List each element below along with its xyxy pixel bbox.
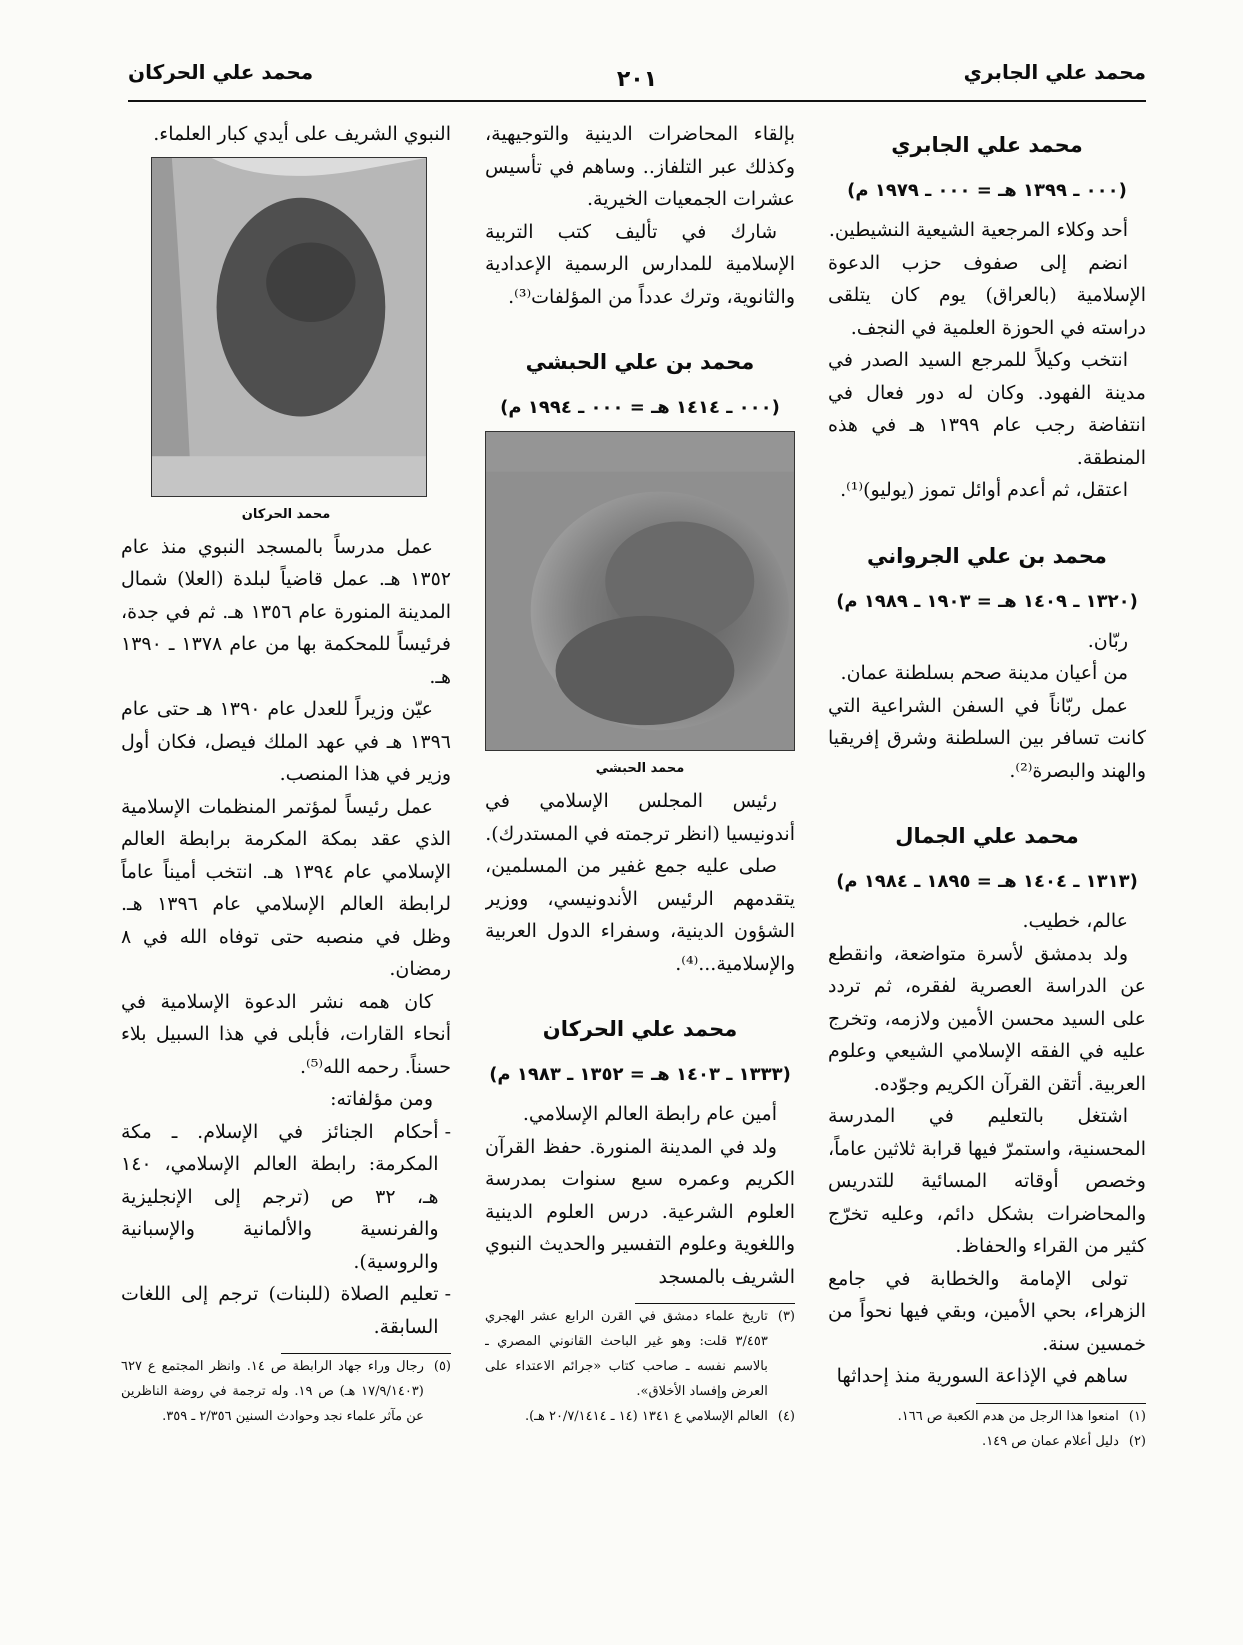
footnote-number: (٤) xyxy=(777,1409,795,1424)
paragraph: ولد في المدينة المنورة. حفظ القرآن الكريم وعمره سبع سنوات بمدرسة العلوم الشرعية. درس العلوم الدينية واللغوية وعلوم التفسير والحديث النبوي الشريف بالمسجد xyxy=(485,1135,795,1288)
footnote-text: رجال وراء جهاد الرابطة ص ١٤. وانظر المجتمع ع ٦٢٧ (١٧/٩/١٤٠٣ هـ) ص ١٩. وله ترجمة في روضة الناظرين عن مآثر علماء نجد وحوادث السنين ٢/٣٥٦ ـ ٣٥٩. xyxy=(121,1359,424,1424)
footnote-text: دليل أعلام عمان ص ١٤٩. xyxy=(982,1433,1119,1449)
paragraph: من أعيان مدينة صحم بسلطنة عمان. xyxy=(840,662,1128,684)
entry-dates-jarwani: (١٣٢٠ ـ ١٤٠٩ هـ = ١٩٠٣ ـ ١٩٨٩ م) xyxy=(836,590,1138,612)
entry-dates-habashi: (٠٠٠ ـ ١٤١٤ هـ = ٠٠٠ ـ ١٩٩٤ م) xyxy=(500,397,780,418)
works-intro: ومن مؤلفاته: xyxy=(330,1088,433,1110)
paragraph: اشتغل بالتعليم في المدرسة المحسنية، واستمرّ فيها قرابة ثلاثين عاماً، وخصص أوقاته المسائية للتدريس والمحاضرات بشكل دائم، وعليه تخرّج كثير من القراء والحفاظ. xyxy=(828,1105,1146,1257)
header-left-title: محمد علي الحركان xyxy=(128,60,314,84)
entry-title-jamal: محمد علي الجمال xyxy=(895,824,1079,848)
paragraph: عيّن وزيراً للعدل عام ١٣٩٠ هـ حتى عام ١٣٩٦ هـ في عهد الملك فيصل، فكان أول وزير في هذا المنصب. xyxy=(121,698,451,785)
header-right-title: محمد علي الجابري xyxy=(963,60,1146,84)
paragraph: انتخب وكيلاً للمرجع السيد الصدر في مدينة الفهود. وكان له دور فعال في انتفاضة رجب عام ١٣٩٩ هـ في هذه المنطقة. xyxy=(828,349,1146,469)
footnote-number: (١) xyxy=(1128,1408,1146,1424)
paragraph: انضم إلى صفوف حزب الدعوة الإسلامية (بالعراق) يوم كان يتلقى دراسته في الحوزة العلمية في النجف. xyxy=(828,251,1146,339)
paragraph: ربّان. xyxy=(1087,629,1128,652)
paragraph: رئيس المجلس الإسلامي في أندونيسيا (انظر ترجمته في المستدرك). xyxy=(485,790,795,845)
footnote-text: العالم الإسلامي ع ١٣٤١ (١٤ ـ ٢٠/٧/١٤١٤ هـ). xyxy=(524,1409,768,1424)
entry-title-jabiri: محمد علي الجابري xyxy=(891,133,1083,157)
paragraph: ساهم في الإذاعة السورية منذ إحداثها xyxy=(836,1365,1128,1387)
list-item: - تعليم الصلاة (للبنات) ترجم إلى اللغات السابقة. xyxy=(121,1278,451,1343)
work-title: أحكام الجنائز في الإسلام. ـ مكة المكرمة: رابطة العالم الإسلامي، ١٤٠ هـ، ٣٢ ص (ترجم إلى الإنجليزية والفرنسية والألمانية والإسبانية والروسية). xyxy=(121,1120,439,1273)
paragraph: شارك في تأليف كتب التربية الإسلامية للمدارس الرسمية الإعدادية والثانوية، وترك عدداً من المؤلفات⁽³⁾. xyxy=(485,220,795,308)
entry-title-habashi: محمد بن علي الحبشي xyxy=(525,350,755,374)
photo-caption: محمد الحركان xyxy=(241,506,331,522)
paragraph: عمل مدرساً بالمسجد النبوي منذ عام ١٣٥٢ هـ. عمل قاضياً لبلدة (العلا) شمال المدينة المنورة عام ١٣٥٦ هـ. ثم في جدة، فرئيساً للمحكمة بها من عام ١٣٧٨ ـ ١٣٩٠ هـ. xyxy=(121,535,451,688)
photo-caption: محمد الحبشي xyxy=(595,761,685,776)
paragraph: النبوي الشريف على أيدي كبار العلماء. xyxy=(153,123,451,145)
portrait-photo-habashi xyxy=(485,431,795,751)
portrait-photo-harakan xyxy=(151,157,427,497)
entry-dates-harakan: (١٣٣٣ ـ ١٤٠٣ هـ = ١٣٥٢ ـ ١٩٨٣ م) xyxy=(489,1064,791,1085)
paragraph: صلى عليه جمع غفير من المسلمين، يتقدمهم الرئيس الأندونيسي، ووزير الشؤون الدينية، وسفراء الدول العربية والإسلامية...⁽⁴⁾. xyxy=(485,855,795,975)
entry-title-jarwani: محمد بن علي الجرواني xyxy=(867,543,1107,568)
page-header xyxy=(128,50,1146,102)
paragraph: ولد بدمشق لأسرة متواضعة، وانقطع عن الدراسة العصرية لفقره، ثم تردد على السيد محسن الأمين ولازمه، وتخرج عليه في الفقه الإسلامي الشيعي وعلوم العربية. أتقن القرآن الكريم وجوّده. xyxy=(828,942,1146,1095)
paragraph: تولى الإمامة والخطابة في جامع الزهراء، بحي الأمين، وبقي فيها نحواً من خمسين سنة. xyxy=(828,1267,1146,1355)
column-middle xyxy=(485,118,795,1623)
footnote xyxy=(121,1354,451,1429)
paragraph: أحد وكلاء المرجعية الشيعية النشيطين. xyxy=(828,219,1128,241)
paragraph: بإلقاء المحاضرات الدينية والتوجيهية، وكذلك عبر التلفاز.. وساهم في تأسيس عشرات الجمعيات الخيرية. xyxy=(485,123,795,210)
work-title: تعليم الصلاة (للبنات) ترجم إلى اللغات السابقة. xyxy=(121,1283,439,1338)
column-right xyxy=(828,118,1146,1623)
paragraph: عمل رئيساً لمؤتمر المنظمات الإسلامية الذي عقد بمكة المكرمة برابطة العالم الإسلامي عام ١٣٩٤ هـ. انتخب أميناً عاماً لرابطة العالم الإسلامي عام ١٣٩٦ هـ. وظل في منصبه حتى توفاه الله في ٨ رمضان. xyxy=(121,795,451,980)
footnote xyxy=(485,1304,795,1404)
paragraph: عالم، خطيب. xyxy=(1022,910,1128,932)
footnote xyxy=(828,1404,1146,1429)
paragraph: كان همه نشر الدعوة الإسلامية في أنحاء القارات، فأبلى في هذا السبيل بلاء حسناً. رحمه الله⁽⁵⁾. xyxy=(121,990,451,1078)
list-item: - أحكام الجنائز في الإسلام. ـ مكة المكرمة: رابطة العالم الإسلامي، ١٤٠ هـ، ٣٢ ص (ترجم إلى الإنجليزية والفرنسية والألمانية والإسبانية والروسية). xyxy=(121,1116,451,1279)
footnote-text: امنعوا هذا الرجل من هدم الكعبة ص ١٦٦. xyxy=(897,1408,1119,1424)
entry-dates-jamal: (١٣١٣ ـ ١٤٠٤ هـ = ١٨٩٥ ـ ١٩٨٤ م) xyxy=(836,871,1138,892)
entry-dates-jabiri: (٠٠٠ ـ ١٣٩٩ هـ = ٠٠٠ ـ ١٩٧٩ م) xyxy=(847,180,1127,201)
footnote xyxy=(485,1404,795,1429)
footnote-number: (٥) xyxy=(433,1359,451,1374)
footnote-text: تاريخ علماء دمشق في القرن الرابع عشر الهجري ٣/٤٥٣ قلت: وهو غير الباحث القانوني المصري ـ بالاسم نفسه ـ صاحب كتاب «جرائم الاعتداء على العرض وإفساد الأخلاق». xyxy=(485,1309,768,1399)
paragraph: اعتقل، ثم أعدم أوائل تموز (يوليو)⁽¹⁾. xyxy=(840,479,1128,501)
footnote-number: (٣) xyxy=(777,1309,795,1324)
footnote xyxy=(828,1429,1146,1454)
footnote-number: (٢) xyxy=(1128,1433,1146,1449)
paragraph: أمين عام رابطة العالم الإسلامي. xyxy=(522,1103,777,1125)
paragraph: عمل ربّاناً في السفن الشراعية التي كانت تسافر بين السلطنة وشرق إفريقيا والهند والبصرة⁽²⁾. xyxy=(828,694,1146,782)
entry-title-harakan: محمد علي الحركان xyxy=(542,1017,738,1041)
column-left xyxy=(121,118,451,1623)
page-number: ٢٠١ xyxy=(616,67,658,92)
